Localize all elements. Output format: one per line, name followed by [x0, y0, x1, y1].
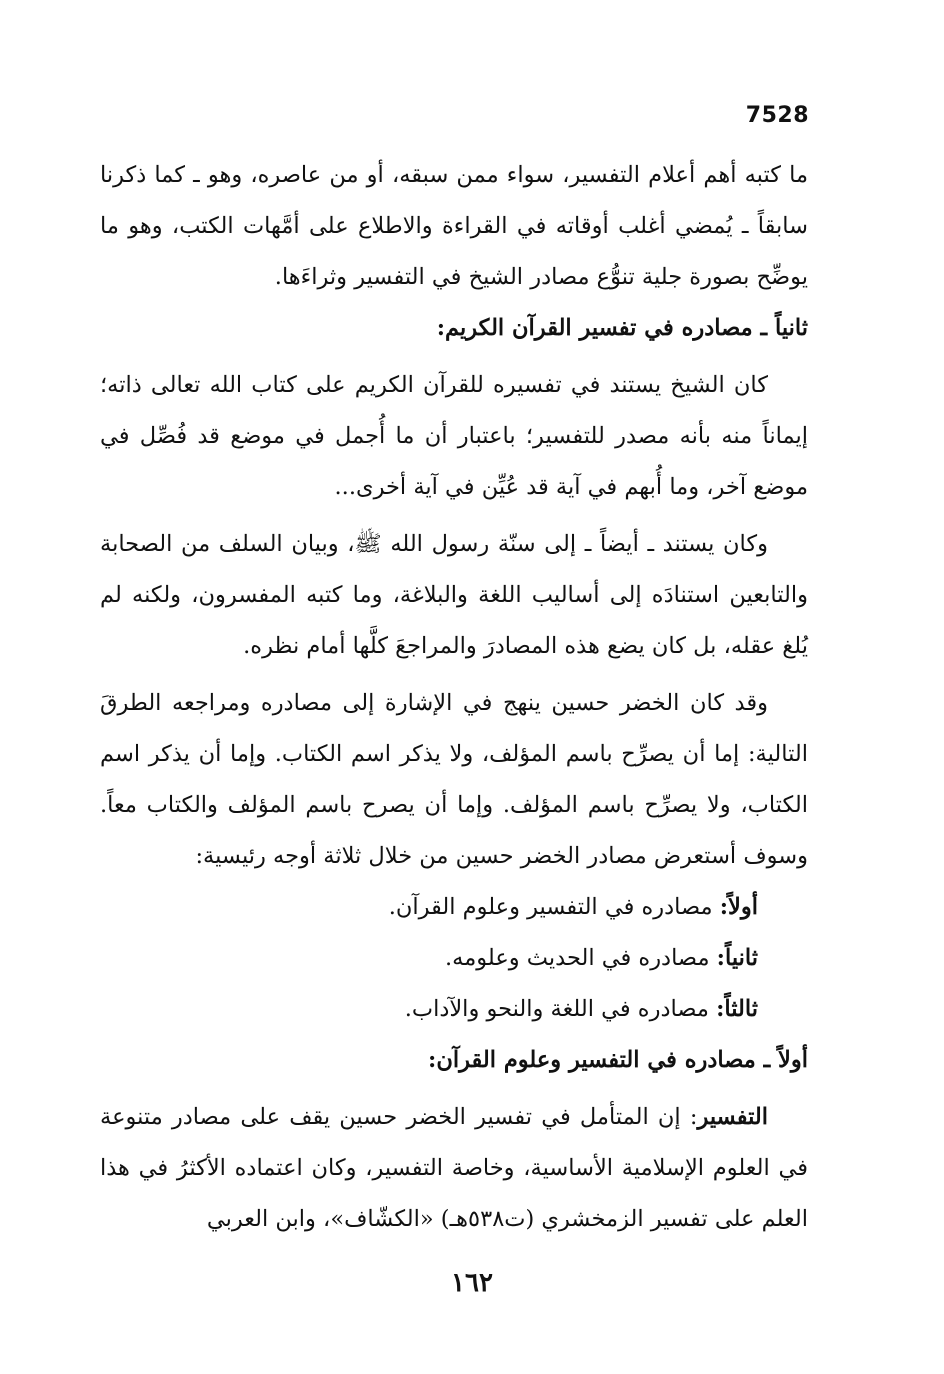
list-item-2: [100, 933, 808, 984]
paragraph-lead-term: التفسير: [697, 1104, 768, 1130]
list-item-1: [100, 882, 808, 933]
list-item-label: أولاً:: [719, 894, 758, 920]
paragraph-4: وقد كان الخضر حسين ينهج في الإشارة إلى مصادره ومراجعه الطرقَ التالية: إما أن يصرِّح باسم المؤلف، ولا يذكر اسم الكتاب. وإما أن يذكر اسم الكتاب، ولا يصرِّح باسم المؤلف. وإما أن يصرح باسم المؤلف والكتاب معاً. وسوف أستعرض مصادر الخضر حسين من خلال ثلاثة أوجه رئيسية:: [100, 690, 808, 869]
list-item-3: [100, 984, 808, 1035]
paragraph-3: وكان يستند ـ أيضاً ـ إلى سنّة رسول الله ﷺ، وبيان السلف من الصحابة والتابعين استنادَه إلى أساليب اللغة والبلاغة، وما كتبه المفسرون، ولكنه لم يُلغ عقله، بل كان يضع هذه المصادرَ والمراجعَ كلَّها أمام نظره.: [100, 531, 808, 659]
paragraph-2: كان الشيخ يستند في تفسيره للقرآن الكريم على كتاب الله تعالى ذاته؛ إيماناً منه بأنه مصدر للتفسير؛ باعتبار أن ما أُجمل في موضع قد فُصِّل في موضع آخر، وما أُبهم في آية قد عُيِّن في آية أخرى...: [100, 372, 808, 500]
section-heading-2: ثانياً ـ مصادره في تفسير القرآن الكريم:: [436, 315, 808, 341]
page-number-top: 7528: [745, 103, 809, 128]
section-heading-1: أولاً ـ مصادره في التفسير وعلوم القرآن:: [428, 1047, 808, 1073]
list-item-text: مصادره في الحديث وعلومه.: [445, 945, 717, 971]
list-item-label: ثالثاً:: [716, 996, 758, 1022]
paragraph-5: [100, 1092, 808, 1245]
page-body: [100, 150, 808, 1245]
page-number-bottom: ١٦٢: [451, 1268, 493, 1298]
list-item-text: مصادره في التفسير وعلوم القرآن.: [388, 894, 720, 920]
list-item-text: مصادره في اللغة والنحو والآداب.: [404, 996, 717, 1022]
list-item-label: ثانياً:: [716, 945, 758, 971]
paragraph-1: ما كتبه أهم أعلام التفسير، سواء ممن سبقه، أو من عاصره، وهو ـ كما ذكرنا سابقاً ـ يُمضي أغلب أوقاته في القراءة والاطلاع على أمَّهات الكتب، وهو ما يوضِّح بصورة جلية تنوُّع مصادر الشيخ في التفسير وثراءَها.: [100, 162, 808, 290]
paragraph-5-text: : إن المتأمل في تفسير الخضر حسين يقف على مصادر متنوعة في العلوم الإسلامية الأساسية، وخاصة التفسير، وكان اعتماده الأكثرُ في هذا العلم على تفسير الزمخشري (ت٥٣٨هـ) «الكشّاف»، وابن العربي: [100, 1104, 808, 1232]
